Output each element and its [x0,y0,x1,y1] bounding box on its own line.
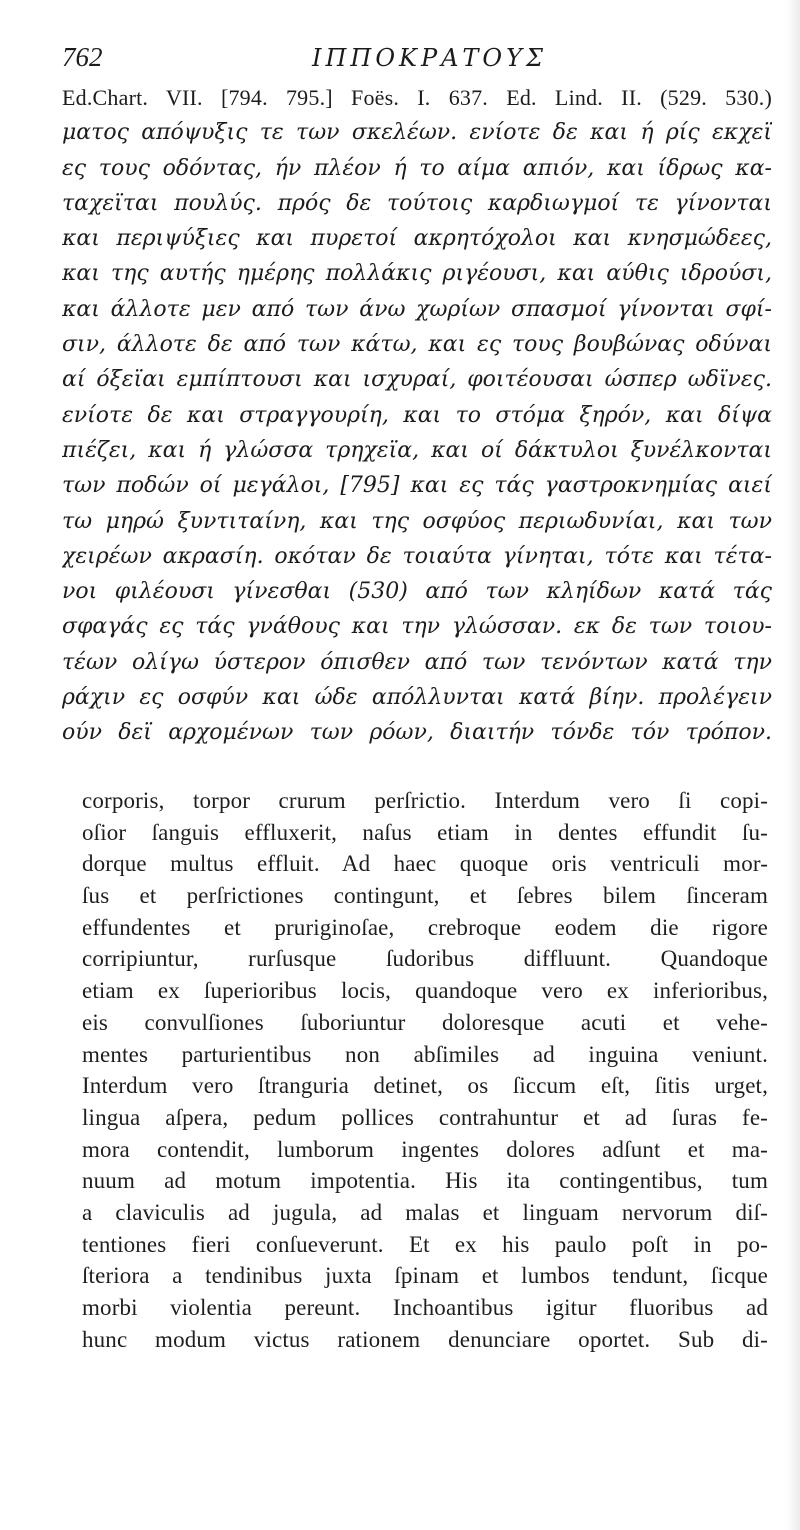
greek-line: ενίοτε δε και στραγγουρίη, και το στόμα ξηρόν, και δίψα [62,402,772,428]
greek-line: σφαγάς ες τάς γνάθους και την γλώσσαν. εκ δε των τοιου- [62,614,772,640]
latin-line: ſus et perſrictiones contingunt, et ſebres bilem ſinceram [82,883,768,909]
greek-line: ούν δεϊ αρχομένων των ρόων, διαιτήν τόνδε τόν τρόπον. [62,720,772,746]
latin-line: corripiuntur, rurſusque ſudoribus diffluunt. Quandoque [82,946,768,972]
greek-line: και περιψύξιες και πυρετοί ακρητόχολοι και κνησμώδεες, [62,226,772,252]
latin-line: dorque multus effluit. Ad haec quoque oris ventriculi mor- [82,851,768,877]
latin-line: lingua aſpera, pedum pollices contrahuntur et ad ſuras fe- [82,1104,768,1130]
greek-line: νοι φιλέουσι γίνεσθαι (530) από των κληίδων κατά τάς [62,579,772,605]
greek-line: ες τους οδόντας, ήν πλέον ή το αίμα απιόν, και ίδρως κα- [62,155,772,181]
greek-line: τω μηρώ ξυντιταίνη, και της οσφύος περιωδυνίαι, και των [62,508,772,534]
greek-line: και της αυτής ημέρης πολλάκις ριγέουσι, και αύθις ιδρούσι, [62,261,772,287]
page-header [62,42,762,82]
running-head: ΙΠΠΟΚΡΑΤΟΥΣ [312,44,547,72]
greek-line: τέων ολίγω ύστερον όπισθεν από των τενόντων κατά την [62,649,772,675]
latin-line: mora contendit, lumborum ingentes dolores adſunt et ma- [82,1136,768,1162]
greek-line: των ποδών οί μεγάλοι, [795] και ες τάς γαστροκνημίας αιεί [62,473,772,499]
greek-line: σιν, άλλοτε δε από των κάτω, και ες τους βουβώνας οδύναι [62,332,772,358]
latin-line: morbi violentia pereunt. Inchoantibus igitur fluoribus ad [82,1295,768,1320]
latin-line: effundentes et pruriginoſae, crebroque eodem die rigore [82,914,768,940]
greek-line: ταχεϊται πουλύς. πρός δε τούτοις καρδιωγμοί τε γίνονται [62,190,772,216]
latin-line: a claviculis ad jugula, ad malas et linguam nervorum diſ- [82,1199,768,1225]
latin-line: eis convulſiones ſuboriuntur doloresque acuti et vehe- [82,1009,768,1035]
greek-line: πιέζει, και ή γλώσσα τρηχεϊα, και οί δάκτυλοι ξυνέλκονται [62,437,772,463]
greek-text-block [62,80,772,751]
greek-line: χειρέων ακρασίη. οκόταν δε τοιαύτα γίνηται, τότε και τέτα- [62,543,772,569]
latin-line: Interdum vero ſtranguria detinet, os ſiccum eſt, ſitis urget, [82,1073,768,1099]
greek-line: ματος απόψυξις τε των σκελέων. ενίοτε δε και ή ρίς εκχεϊ [62,120,772,146]
latin-line: corporis, torpor crurum perſrictio. Interdum vero ſi copi- [82,788,768,813]
latin-text-block [82,785,768,1355]
latin-line: ſteriora a tendinibus juxta ſpinam et lumbos tendunt, ſicque [82,1263,768,1289]
edition-reference-line: Ed.Chart. VII. [794. 795.] Foës. I. 637. Ed. Lind. II. (529. 530.) [62,85,772,110]
page-number: 762 [62,42,103,72]
latin-line: hunc modum victus rationem denunciare oportet. Sub di- [82,1326,768,1352]
greek-line: ράχιν ες οσφύν και ώδε απόλλυνται κατά βίην. προλέγειν [62,685,772,711]
latin-line: oſior ſanguis effluxerit, naſus etiam in dentes effundit ſu- [82,819,768,845]
page-edge-shadow [786,0,800,1530]
latin-line: tentiones fieri conſueverunt. Et ex his paulo poſt in po- [82,1231,768,1257]
latin-line: mentes parturientibus non abſimiles ad inguina veniunt. [82,1041,768,1067]
greek-line: αί όξεϊαι εμπίπτουσι και ισχυραί, φοιτέουσαι ώσπερ ωδϊνες. [62,367,772,393]
latin-line: nuum ad motum impotentia. His ita contingentibus, tum [82,1168,768,1194]
latin-line: etiam ex ſuperioribus locis, quandoque vero ex inferioribus, [82,978,768,1004]
greek-line: και άλλοτε μεν από των άνω χωρίων σπασμοί γίνονται σφί- [62,296,772,322]
